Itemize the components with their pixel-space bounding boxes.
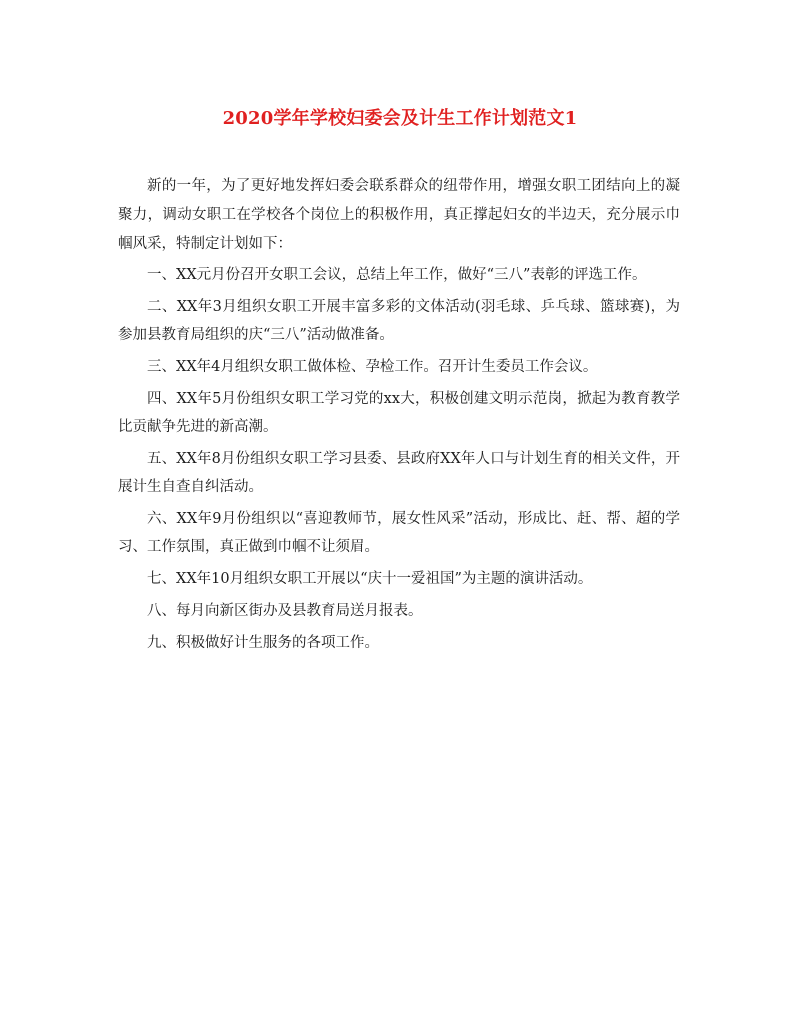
plan-item-7: 七、XX年10月组织女职工开展以“庆十一爱祖国”为主题的演讲活动。: [147, 571, 593, 587]
plan-item-1: 一、XX元月份召开女职工会议，总结上年工作，做好“三八”表彰的评选工作。: [147, 267, 647, 283]
plan-item-4: 四、XX年5月份组织女职工学习党的xx大，积极创建文明示范岗，掀起为教育教学比贡献争先进的新高潮。: [118, 391, 680, 435]
document-title: 2020学年学校妇委会及计生工作计划范文1: [222, 108, 578, 129]
plan-item-5: 五、XX年8月份组织女职工学习县委、县政府XX年人口与计划生育的相关文件，开展计生自查自纠活动。: [118, 451, 680, 495]
plan-item-8: 八、每月向新区街办及县教育局送月报表。: [147, 603, 423, 619]
plan-item-3: 三、XX年4月组织女职工做体检、孕检工作。召开计生委员工作会议。: [147, 359, 598, 375]
document-body: [118, 172, 680, 661]
plan-item-6: 六、XX年9月份组织以“喜迎教师节，展女性风采”活动，形成比、赶、帮、超的学习、工作氛围，真正做到巾帼不让须眉。: [118, 511, 680, 555]
intro-paragraph: 新的一年，为了更好地发挥妇委会联系群众的纽带作用，增强女职工团结向上的凝聚力，调动女职工在学校各个岗位上的积极作用，真正撑起妇女的半边天，充分展示巾帼风采，特制定计划如下：: [118, 178, 680, 252]
plan-item-9: 九、积极做好计生服务的各项工作。: [147, 635, 379, 651]
plan-item-2: 二、XX年3月组织女职工开展丰富多彩的文体活动(羽毛球、乒乓球、篮球赛)，为参加县教育局组织的庆“三八”活动做准备。: [118, 299, 680, 343]
